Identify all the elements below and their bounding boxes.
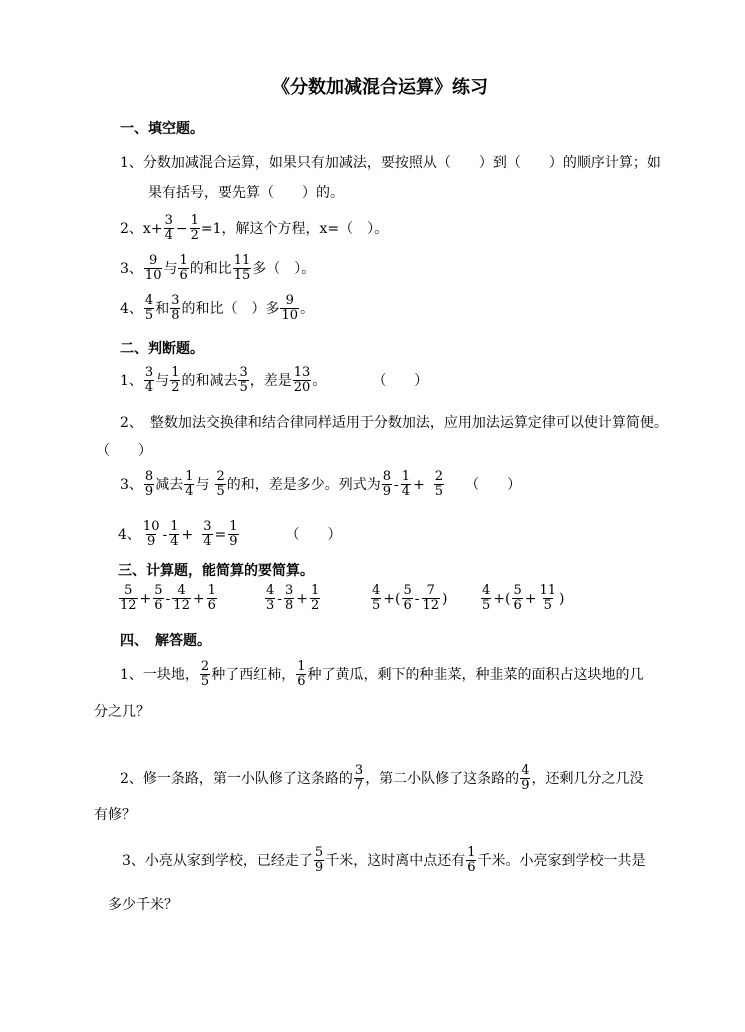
- fraction: $\frac{1}{2}$: [171, 365, 180, 395]
- text: ，差是: [249, 372, 292, 389]
- text: 种了西红柿，: [211, 666, 296, 683]
- fraction: $\frac{3}{4}$: [164, 213, 173, 243]
- fraction: $\frac{1}{6}$: [297, 659, 306, 689]
- s1-q2: [120, 214, 388, 243]
- text: 3、小亮从家到学校，已经走了: [122, 852, 313, 869]
- fraction: $\frac{5}{6}$: [513, 583, 522, 613]
- fraction: $\frac{2}{5}$: [216, 469, 225, 499]
- text: =1，解这个方程，x=（ ）。: [200, 220, 389, 237]
- answer-paren: （ ）: [465, 476, 522, 493]
- fraction: $\frac{4}{5}$: [372, 583, 381, 613]
- fraction: $\frac{9}{10}$: [281, 293, 299, 323]
- operator: +: [413, 476, 425, 493]
- q-number: 2、: [120, 220, 143, 237]
- operator: -: [162, 526, 168, 543]
- fraction: $\frac{1}{4}$: [170, 519, 179, 549]
- fraction: $\frac{3}{8}$: [285, 583, 294, 613]
- text: 2、修一条路，第一小队修了这条路的: [120, 770, 353, 787]
- s1-q1-line2: 果有括号，要先算（ ）的。: [148, 185, 344, 201]
- q-number: 4、: [120, 300, 143, 317]
- text: 与: [163, 260, 178, 277]
- text: 减去: [155, 476, 184, 493]
- operator: +: [181, 526, 194, 543]
- text: 1、一块地，: [120, 666, 199, 683]
- fraction: $\frac{1}{2}$: [311, 583, 320, 613]
- s4-q2: [120, 764, 643, 793]
- fraction: $\frac{2}{5}$: [200, 659, 210, 689]
- fraction: $\frac{4}{3}$: [266, 583, 275, 613]
- s4-q3: [122, 846, 645, 875]
- operator: ): [559, 590, 565, 607]
- s2-q2-line2: （ ）: [96, 443, 152, 459]
- fraction: $\frac{7}{12}$: [422, 583, 440, 613]
- operator: -: [414, 590, 420, 607]
- s2-q3: [120, 470, 521, 499]
- s4-q3-cont: 多少千米？: [108, 897, 178, 913]
- operator: -: [277, 590, 283, 607]
- s4-q1-cont: 分之几？: [94, 704, 150, 720]
- section-2-heading: 二、判断题。: [120, 341, 204, 357]
- operator: -: [394, 476, 399, 493]
- text: 的和减去: [181, 372, 238, 389]
- fraction: $\frac{1}{2}$: [190, 213, 199, 243]
- q-number: 3、: [120, 260, 143, 277]
- fraction: $\frac{1}{4}$: [185, 469, 194, 499]
- fraction: $\frac{1}{4}$: [401, 469, 411, 499]
- operator: ): [442, 590, 448, 607]
- s4-q2-cont: 有修？: [94, 807, 136, 823]
- page-title: 《分数加减混合运算》练习: [272, 77, 488, 98]
- fraction: $\frac{13}{20}$: [293, 365, 311, 395]
- operator: −: [175, 220, 188, 237]
- fraction: $\frac{4}{12}$: [173, 583, 190, 613]
- text: 的和，差是多少。列式为: [226, 476, 381, 493]
- s2-q2-line1: 2、 整数加法交换律和结合律同样适用于分数加法，应用加法运算定律可以使计算简便。: [120, 415, 668, 431]
- fraction: $\frac{2}{5}$: [434, 469, 444, 499]
- s4-q1: [120, 660, 643, 689]
- fraction: $\frac{4}{5}$: [482, 583, 491, 613]
- s1-q4: [120, 294, 314, 323]
- operator: -: [165, 590, 171, 607]
- s3-expr-2: [264, 584, 321, 613]
- fraction: $\frac{4}{5}$: [144, 293, 154, 323]
- section-1-heading: 一、填空题。: [120, 121, 204, 137]
- text: ，还剩几分之几没: [531, 770, 644, 787]
- operator: +: [192, 590, 205, 607]
- text: 种了黄瓜，剩下的种韭菜，种韭菜的面积占这块地的几: [307, 666, 644, 683]
- fraction: $\frac{11}{5}$: [539, 583, 557, 613]
- fraction: $\frac{5}{9}$: [314, 845, 324, 875]
- s2-q4: [118, 520, 342, 549]
- s3-expr-4: [480, 584, 566, 613]
- fraction: $\frac{3}{5}$: [239, 365, 248, 395]
- operator: +: [524, 590, 537, 607]
- s1-q3: [120, 254, 315, 283]
- q-number: 4、: [118, 526, 141, 543]
- text: ，第二小队修了这条路的: [365, 770, 520, 787]
- operator: +(: [493, 590, 511, 607]
- answer-paren: （ ）: [285, 526, 342, 543]
- fraction: $\frac{4}{9}$: [521, 763, 530, 793]
- text: 与: [195, 476, 210, 493]
- fraction: $\frac{8}{9}$: [144, 469, 154, 499]
- fraction: $\frac{5}{12}$: [120, 583, 137, 613]
- text: 千米，这时离中点还有: [325, 852, 466, 869]
- text: 与: [155, 372, 170, 389]
- fraction: $\frac{11}{15}$: [233, 253, 251, 283]
- s3-expr-3: [370, 584, 449, 613]
- text: x+: [142, 220, 163, 237]
- q-number: 3、: [120, 476, 143, 493]
- fraction: $\frac{1}{6}$: [207, 583, 216, 613]
- s3-expr-1: [118, 584, 218, 613]
- section-4-heading: 四、 解答题。: [120, 633, 211, 649]
- operator: +: [296, 590, 309, 607]
- fraction: $\frac{10}{9}$: [142, 519, 160, 549]
- fraction: $\frac{1}{6}$: [467, 845, 476, 875]
- fraction: $\frac{3}{4}$: [144, 365, 154, 395]
- operator: +: [139, 590, 152, 607]
- text: 和: [155, 300, 170, 317]
- operator: =: [214, 526, 227, 543]
- fraction: $\frac{1}{9}$: [229, 519, 238, 549]
- fraction: $\frac{5}{6}$: [154, 583, 163, 613]
- fraction: $\frac{8}{9}$: [382, 469, 392, 499]
- text: 多（ ）。: [252, 260, 316, 277]
- text: 的和比（ ）多: [181, 300, 280, 317]
- s2-q1: [120, 366, 428, 395]
- answer-paren: （ ）: [372, 372, 429, 389]
- text: 。: [300, 300, 315, 317]
- fraction: $\frac{3}{8}$: [171, 293, 180, 323]
- text: 千米。小亮家到学校一共是: [477, 852, 646, 869]
- fraction: $\frac{3}{4}$: [203, 519, 212, 549]
- fraction: $\frac{9}{10}$: [144, 253, 162, 283]
- text: 。: [312, 372, 327, 389]
- s1-q1-line1: 1、分数加减混合运算，如果只有加减法，要按照从（ ）到（ ）的顺序计算；如: [120, 155, 661, 171]
- operator: +(: [383, 590, 401, 607]
- fraction: $\frac{1}{6}$: [179, 253, 188, 283]
- fraction: $\frac{5}{6}$: [403, 583, 412, 613]
- q-number: 1、: [120, 372, 143, 389]
- section-3-heading: 三、计算题，能简算的要简算。: [118, 563, 314, 579]
- text: 的和比: [189, 260, 232, 277]
- fraction: $\frac{3}{7}$: [354, 763, 364, 793]
